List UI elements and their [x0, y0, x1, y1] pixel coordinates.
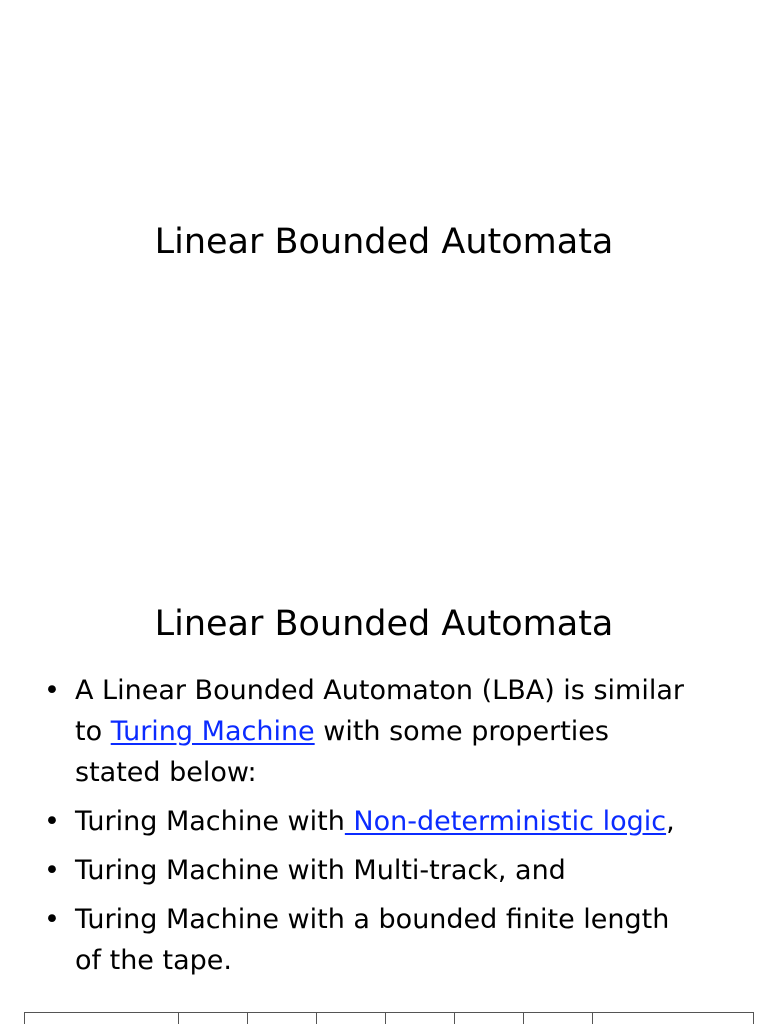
non-deterministic-logic-link[interactable]: Non-deterministic logic	[344, 806, 667, 837]
bullet-item-non-deterministic	[0, 801, 768, 842]
slide-title: Linear Bounded Automata	[154, 222, 614, 262]
tape-cell	[592, 1013, 754, 1024]
bullet-text: Turing Machine with a bounded finite length	[75, 904, 670, 935]
turing-machine-link[interactable]: Turing Machine	[110, 716, 315, 747]
slide-heading: Linear Bounded Automata	[154, 604, 614, 644]
bullet-text: with some properties	[314, 716, 609, 747]
tape-cell	[178, 1013, 247, 1024]
bullet-text: Turing Machine with	[75, 806, 345, 837]
bullet-point-icon: •	[44, 675, 60, 706]
tape-table-edge	[24, 1012, 754, 1024]
bullet-point-icon: •	[44, 904, 60, 935]
bullet-item-lba-definition	[0, 670, 768, 793]
tape-cell	[24, 1013, 178, 1024]
bullet-text: Turing Machine with Multi-track, and	[75, 855, 566, 886]
bullet-text: ,	[666, 806, 675, 837]
bullet-item-multi-track	[0, 850, 768, 891]
bullet-text: to	[75, 716, 111, 747]
bullet-text: A Linear Bounded Automaton (LBA) is similar	[75, 675, 684, 706]
tape-cell	[523, 1013, 592, 1024]
tape-cell	[316, 1013, 385, 1024]
bullet-text: of the tape.	[75, 945, 232, 976]
tape-cell	[247, 1013, 316, 1024]
bullet-item-bounded-tape	[0, 899, 768, 981]
tape-cell	[385, 1013, 454, 1024]
tape-cell	[454, 1013, 523, 1024]
bullet-point-icon: •	[44, 855, 60, 886]
content-slide	[0, 576, 768, 1024]
bullet-point-icon: •	[44, 806, 60, 837]
bullet-list	[0, 670, 768, 989]
bullet-text: stated below:	[75, 757, 257, 788]
